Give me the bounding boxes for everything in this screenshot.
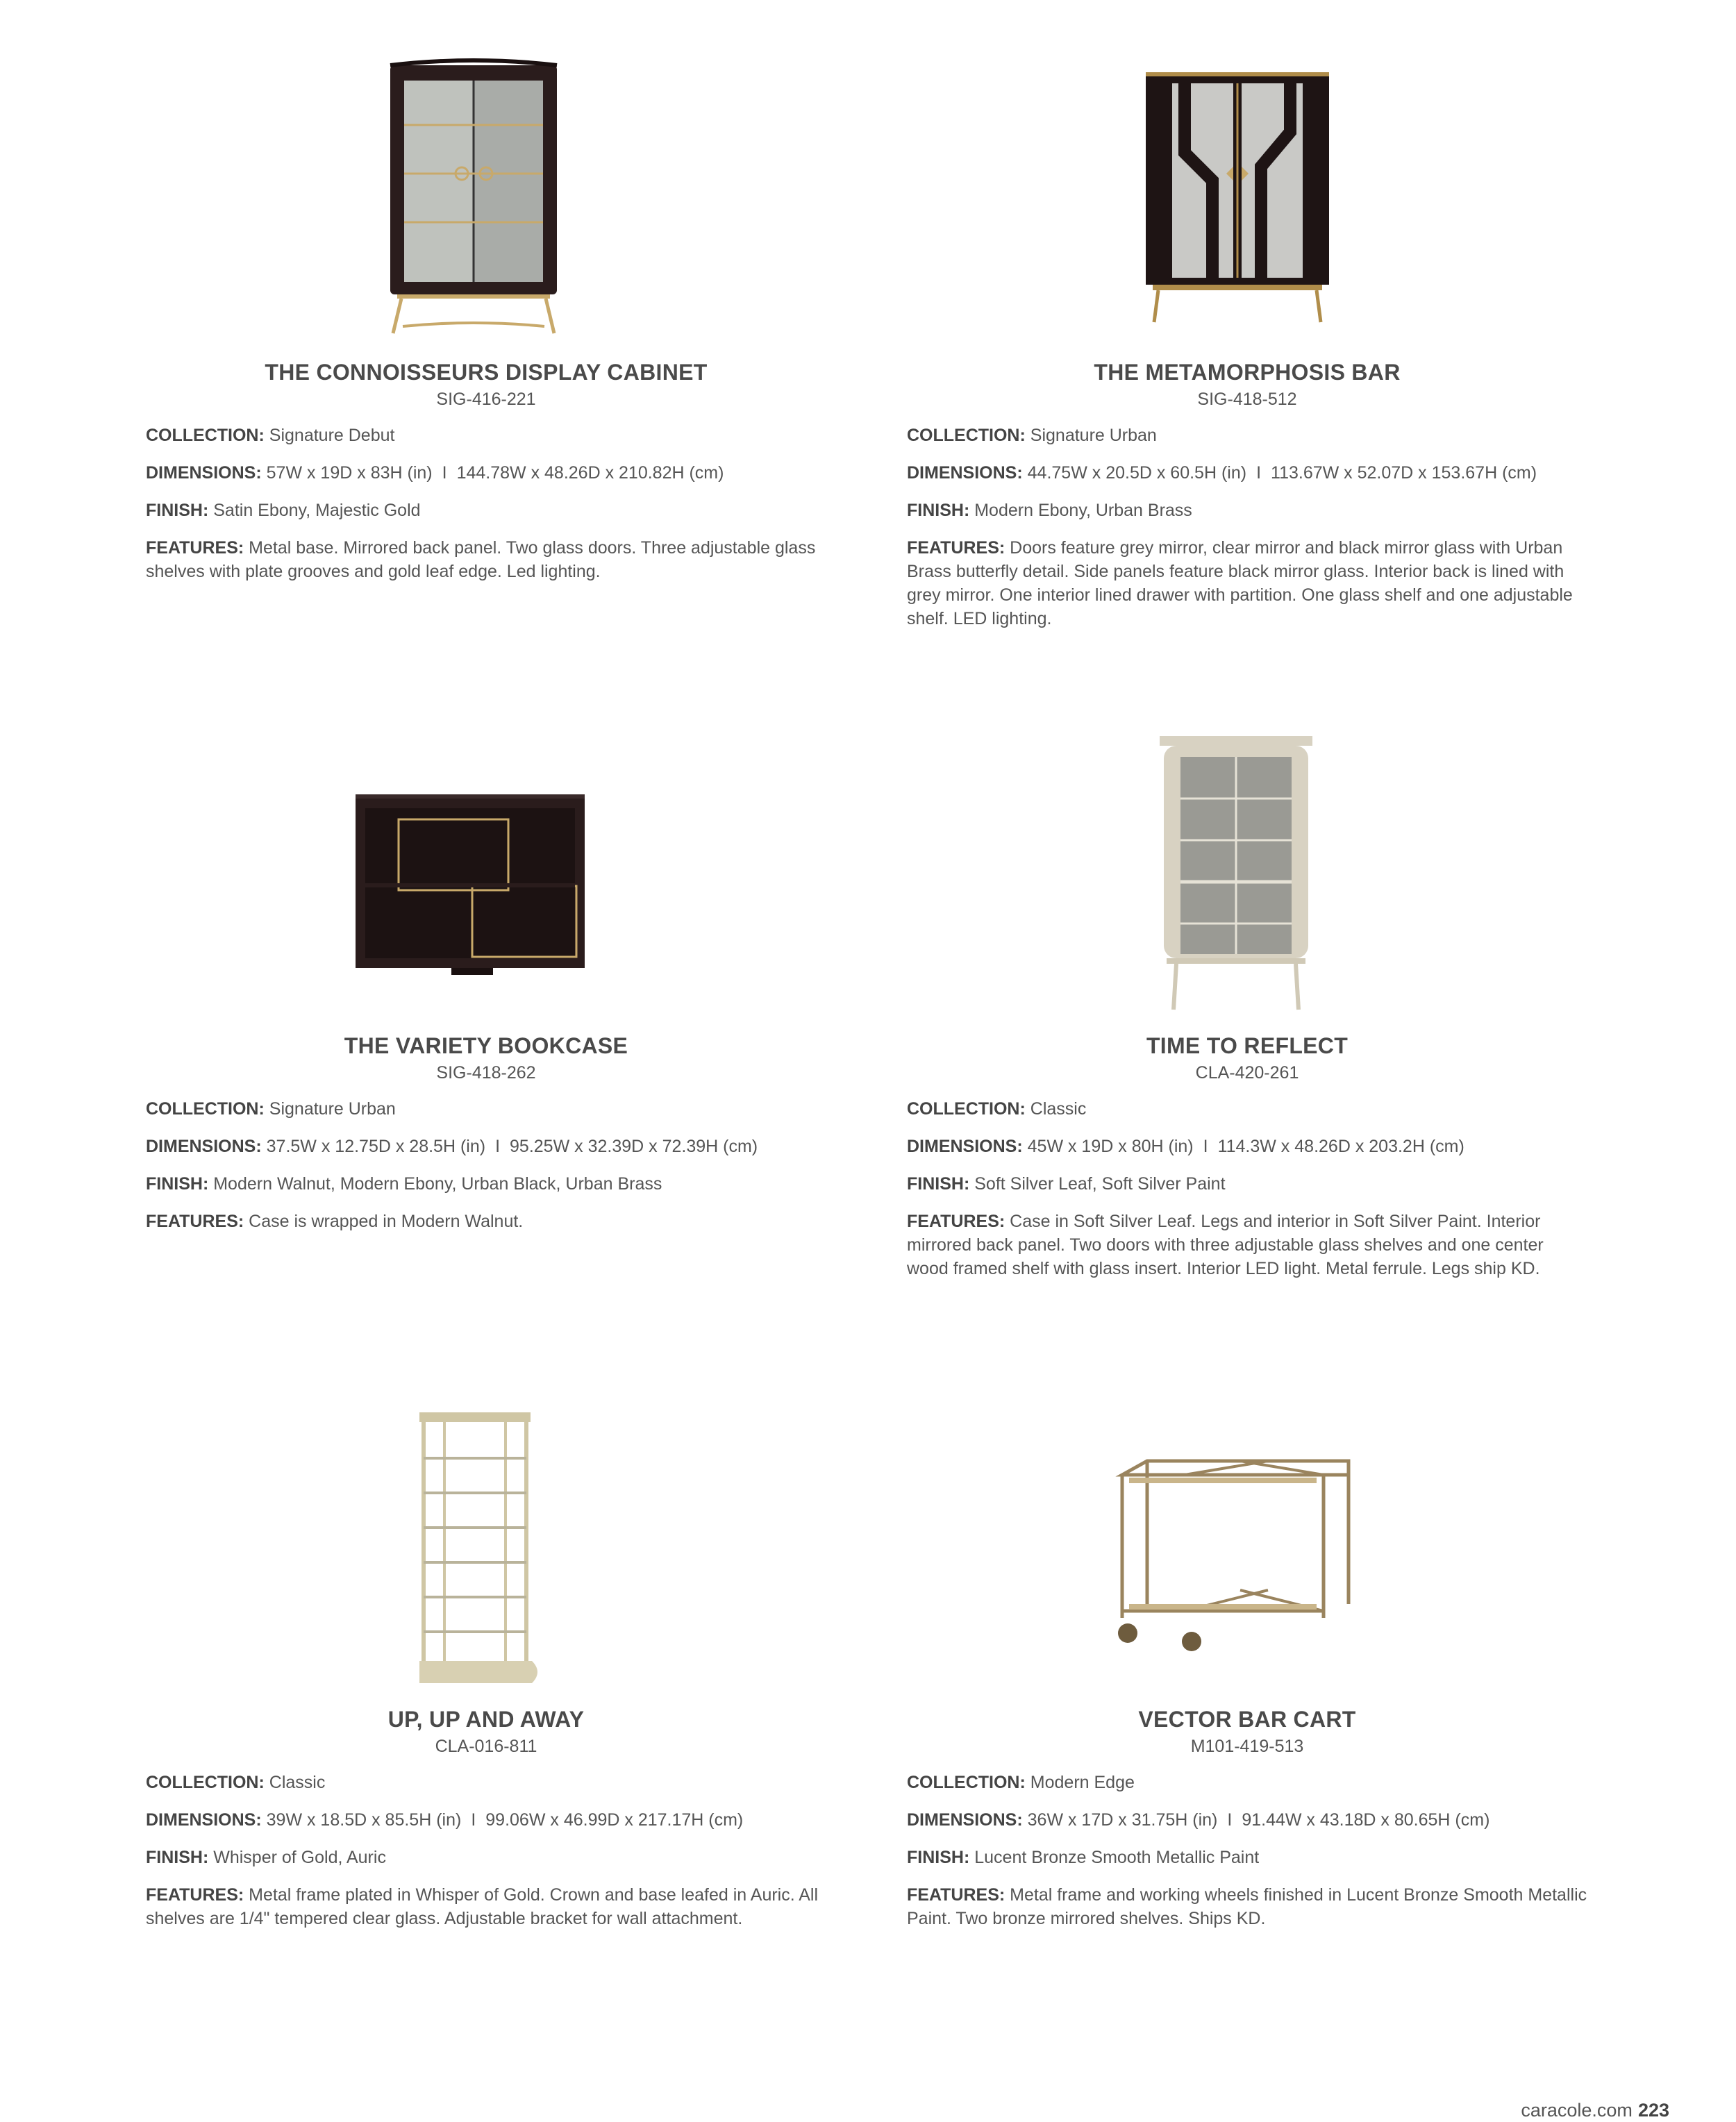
dimensions-separator: I — [471, 1810, 476, 1830]
features-label: FEATURES: — [907, 1885, 1005, 1905]
features-line — [146, 536, 826, 583]
dimensions-separator: I — [1256, 463, 1262, 483]
product-card-connoisseurs — [146, 56, 826, 583]
features-label: FEATURES: — [146, 1885, 244, 1905]
dimensions-cm: 91.44W x 43.18D x 80.65H (cm) — [1242, 1810, 1490, 1830]
dimensions-line — [907, 461, 1587, 485]
dimensions-line — [146, 1808, 826, 1832]
finish-label: FINISH: — [146, 501, 209, 520]
dimensions-line — [907, 1135, 1587, 1158]
features-label: FEATURES: — [907, 1212, 1005, 1231]
collection-line — [146, 424, 826, 447]
dimensions-label: DIMENSIONS: — [907, 1810, 1023, 1830]
product-sku: M101-419-513 — [1190, 1737, 1304, 1756]
collection-value: Signature Urban — [269, 1099, 396, 1119]
dimensions-line — [146, 461, 826, 485]
curio-cabinet-image — [907, 729, 1587, 1021]
finish-line — [907, 1846, 1587, 1869]
etagere-image — [146, 1403, 826, 1694]
dimensions-in: 37.5W x 12.75D x 28.5H (in) — [266, 1137, 486, 1156]
product-card-time-to-reflect — [907, 729, 1587, 1280]
dimensions-line — [907, 1808, 1587, 1832]
product-sku: SIG-416-221 — [436, 390, 536, 409]
dimensions-in: 44.75W x 20.5D x 60.5H (in) — [1027, 463, 1247, 483]
product-title: TIME TO REFLECT — [1146, 1033, 1349, 1058]
product-image-area — [146, 1403, 826, 1694]
product-sku: CLA-016-811 — [435, 1737, 537, 1756]
features-value: Doors feature grey mirror, clear mirror and black mirror glass with Urban Brass butterfly detail. Side panels feature black mirror glass. Interior back is lined with grey mirror. One interior lined drawer with partition. One glass shelf and one adjustable shelf. LED lighting. — [907, 538, 1573, 628]
dimensions-separator: I — [442, 463, 447, 483]
dimensions-cm: 113.67W x 52.07D x 153.67H (cm) — [1271, 463, 1537, 483]
features-label: FEATURES: — [146, 538, 244, 558]
product-image-area — [146, 56, 826, 347]
footer-site: caracole.com — [1521, 2100, 1633, 2121]
finish-label: FINISH: — [907, 1174, 970, 1194]
product-sku: SIG-418-262 — [436, 1063, 536, 1083]
features-line — [907, 1883, 1587, 1930]
product-title: VECTOR BAR CART — [1138, 1707, 1356, 1732]
product-title: UP, UP AND AWAY — [387, 1707, 585, 1732]
collection-line — [146, 1771, 826, 1794]
dimensions-separator: I — [495, 1137, 501, 1156]
bookcase-image — [146, 729, 826, 1021]
finish-line — [907, 499, 1587, 522]
dimensions-label: DIMENSIONS: — [907, 1137, 1023, 1156]
dimensions-in: 45W x 19D x 80H (in) — [1027, 1137, 1194, 1156]
product-title: THE CONNOISSEURS DISPLAY CABINET — [265, 360, 708, 385]
features-value: Metal frame plated in Whisper of Gold. Crown and base leafed in Auric. All shelves are 1/4" tempered clear glass. Adjustable bracket for wall attachment. — [146, 1885, 819, 1928]
collection-value: Signature Urban — [1030, 426, 1157, 445]
page-number: 223 — [1637, 2100, 1669, 2121]
product-card-up-up-and-away — [146, 1403, 826, 1930]
dimensions-cm: 99.06W x 46.99D x 217.17H (cm) — [485, 1810, 744, 1830]
dimensions-cm: 114.3W x 48.26D x 203.2H (cm) — [1217, 1137, 1464, 1156]
product-card-variety-bookcase — [146, 729, 826, 1233]
product-image-area — [907, 56, 1587, 347]
collection-line — [907, 1771, 1587, 1794]
product-title: THE VARIETY BOOKCASE — [344, 1033, 628, 1058]
features-value: Case is wrapped in Modern Walnut. — [249, 1212, 524, 1231]
finish-line — [146, 1172, 826, 1196]
dimensions-cm: 95.25W x 32.39D x 72.39H (cm) — [510, 1137, 758, 1156]
collection-label: COLLECTION: — [146, 426, 265, 445]
finish-label: FINISH: — [907, 501, 970, 520]
finish-value: Satin Ebony, Majestic Gold — [213, 501, 421, 520]
page-footer — [1521, 2100, 1669, 2121]
features-label: FEATURES: — [146, 1212, 244, 1231]
finish-line — [907, 1172, 1587, 1196]
collection-line — [907, 1097, 1587, 1121]
collection-label: COLLECTION: — [907, 1099, 1026, 1119]
product-card-metamorphosis — [907, 56, 1587, 630]
features-value: Metal base. Mirrored back panel. Two glass doors. Three adjustable glass shelves with plate grooves and gold leaf edge. Led lighting. — [146, 538, 816, 581]
collection-value: Modern Edge — [1030, 1773, 1135, 1792]
product-sku: SIG-418-512 — [1197, 390, 1297, 409]
collection-label: COLLECTION: — [907, 426, 1026, 445]
features-line — [907, 536, 1587, 630]
dimensions-in: 36W x 17D x 31.75H (in) — [1027, 1810, 1218, 1830]
product-image-area — [146, 729, 826, 1021]
product-card-vector-bar-cart — [907, 1403, 1587, 1930]
product-image-area — [907, 1403, 1587, 1694]
finish-value: Whisper of Gold, Auric — [213, 1848, 386, 1867]
dimensions-label: DIMENSIONS: — [146, 1137, 262, 1156]
finish-value: Lucent Bronze Smooth Metallic Paint — [974, 1848, 1260, 1867]
collection-line — [907, 424, 1587, 447]
features-label: FEATURES: — [907, 538, 1005, 558]
finish-value: Modern Walnut, Modern Ebony, Urban Black, Urban Brass — [213, 1174, 662, 1194]
collection-label: COLLECTION: — [146, 1099, 265, 1119]
finish-label: FINISH: — [146, 1848, 209, 1867]
dimensions-separator: I — [1203, 1137, 1208, 1156]
features-value: Metal frame and working wheels finished in Lucent Bronze Smooth Metallic Paint. Two bronze mirrored shelves. Ships KD. — [907, 1885, 1587, 1928]
product-sku: CLA-420-261 — [1195, 1063, 1299, 1083]
finish-label: FINISH: — [146, 1174, 209, 1194]
finish-value: Soft Silver Leaf, Soft Silver Paint — [974, 1174, 1226, 1194]
dimensions-label: DIMENSIONS: — [146, 1810, 262, 1830]
features-line — [146, 1210, 826, 1233]
dimensions-separator: I — [1227, 1810, 1233, 1830]
collection-value: Classic — [269, 1773, 326, 1792]
dimensions-label: DIMENSIONS: — [146, 463, 262, 483]
features-line — [907, 1210, 1587, 1280]
bar-cabinet-image — [907, 56, 1587, 347]
bar-cart-image — [907, 1403, 1587, 1694]
collection-label: COLLECTION: — [146, 1773, 265, 1792]
collection-line — [146, 1097, 826, 1121]
finish-line — [146, 499, 826, 522]
collection-label: COLLECTION: — [907, 1773, 1026, 1792]
dimensions-cm: 144.78W x 48.26D x 210.82H (cm) — [456, 463, 724, 483]
finish-line — [146, 1846, 826, 1869]
dimensions-line — [146, 1135, 826, 1158]
features-line — [146, 1883, 826, 1930]
dimensions-in: 57W x 19D x 83H (in) — [266, 463, 433, 483]
features-value: Case in Soft Silver Leaf. Legs and interior in Soft Silver Paint. Interior mirrored back panel. Two doors with three adjustable glass shelves and one center wood framed shelf with glass insert. Interior LED light. Metal ferrule. Legs ship KD. — [907, 1212, 1544, 1278]
product-image-area — [907, 729, 1587, 1021]
collection-value: Signature Debut — [269, 426, 395, 445]
dimensions-label: DIMENSIONS: — [907, 463, 1023, 483]
product-title: THE METAMORPHOSIS BAR — [1094, 360, 1401, 385]
finish-label: FINISH: — [907, 1848, 970, 1867]
dimensions-in: 39W x 18.5D x 85.5H (in) — [266, 1810, 462, 1830]
collection-value: Classic — [1030, 1099, 1087, 1119]
display-cabinet-image — [146, 56, 826, 347]
finish-value: Modern Ebony, Urban Brass — [974, 501, 1192, 520]
